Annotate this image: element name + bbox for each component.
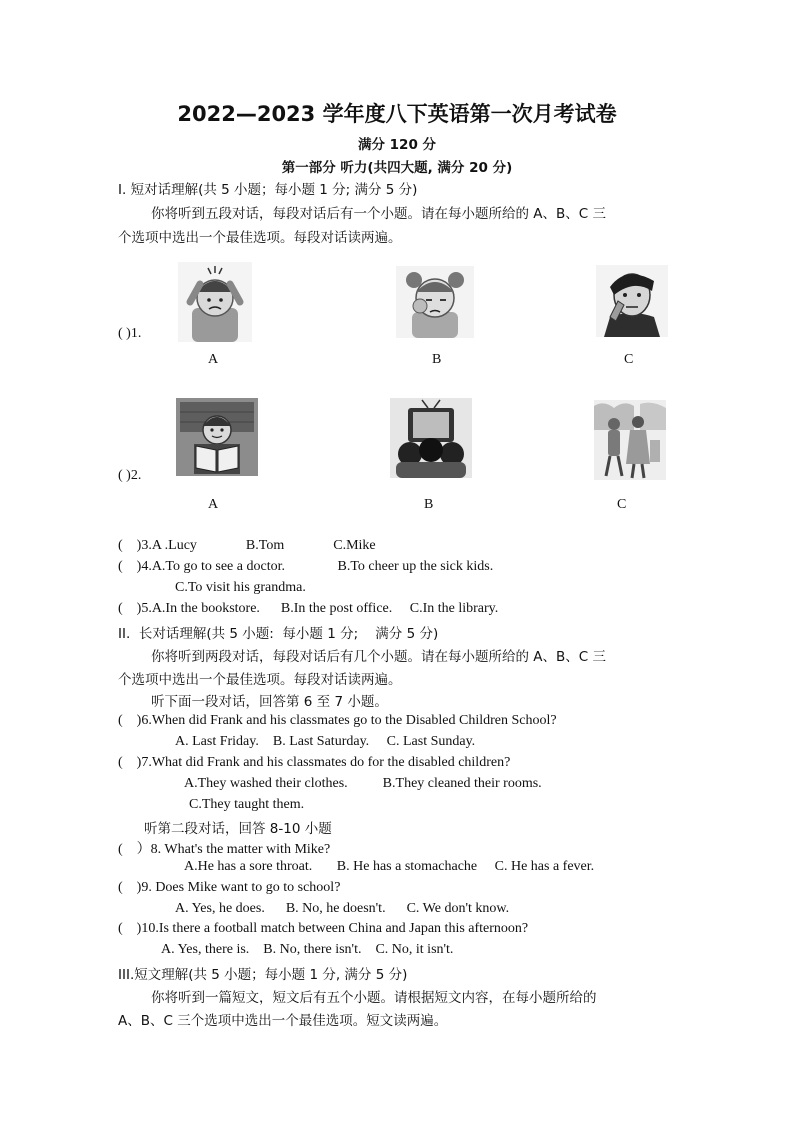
full-score: 满分 120 分 <box>357 137 437 153</box>
section-2-heading: II. 长对话理解(共 5 小题: 每小题 1 分; 满分 5 分) <box>118 626 439 642</box>
question-8: ( ）8. What's the matter with Mike? <box>118 842 331 857</box>
dialogue-2-lead: 听第二段对话，回答 8-10 小题 <box>144 821 332 837</box>
page-title: 2022—2023 学年度八下英语第一次月考试卷 <box>177 102 617 126</box>
q1-label-c: C <box>624 352 634 367</box>
section-3-heading: III.短文理解(共 5 小题；每小题 1 分, 满分 5 分) <box>118 967 408 983</box>
question-8-options: A.He has a sore throat. B. He has a stomachache C. He has a fever. <box>184 859 595 874</box>
section-3-instruction-line-1: 你将听到一篇短文，短文后有五个小题。请根据短文内容，在每小题所给的 <box>151 990 597 1006</box>
question-10-options: A. Yes, there is. B. No, there isn't. C. No, it isn't. <box>161 942 454 957</box>
question-9: ( )9. Does Mike want to go to school? <box>118 880 341 895</box>
question-5: ( )5.A.In the bookstore. B.In the post office. C.In the library. <box>118 601 499 616</box>
q1-label-b: B <box>432 352 442 367</box>
question-3: ( )3.A .Lucy B.Tom C.Mike <box>118 538 376 553</box>
q1-picture-b-toothache-girl <box>396 266 474 338</box>
question-6-options: A. Last Friday. B. Last Saturday. C. Last Sunday. <box>175 734 476 749</box>
dialogue-1-lead: 听下面一段对话，回答第 6 至 7 小题。 <box>151 694 388 710</box>
q2-picture-b-kids-watching-tv <box>390 398 472 478</box>
part-one-heading: 第一部分 听力(共四大题, 满分 20 分) <box>281 160 513 176</box>
section-2-instruction-line-2: 个选项中选出一个最佳选项。每段对话读两遍。 <box>118 672 402 688</box>
question-9-options: A. Yes, he does. B. No, he doesn't. C. We don't know. <box>175 901 510 916</box>
section-1-heading: I. 短对话理解(共 5 小题；每小题 1 分; 满分 5 分) <box>118 182 418 198</box>
section-1-instruction-line-2: 个选项中选出一个最佳选项。每段对话读两遍。 <box>118 230 402 246</box>
section-2-instruction-line-1: 你将听到两段对话，每段对话后有几个小题。请在每小题所给的 A、B、C 三 <box>151 649 607 665</box>
q1-label-a: A <box>208 352 219 367</box>
question-6: ( )6.When did Frank and his classmates go to the Disabled Children School? <box>118 713 557 728</box>
question-7: ( )7.What did Frank and his classmates do for the disabled children? <box>118 755 511 770</box>
question-7-options-ab: A.They washed their clothes. B.They cleaned their rooms. <box>184 776 542 791</box>
q2-picture-a-boy-reading <box>176 398 258 476</box>
section-1-instruction-line-1: 你将听到五段对话，每段对话后有一个小题。请在每小题所给的 A、B、C 三 <box>151 206 607 222</box>
question-7-option-c: C.They taught them. <box>189 797 305 812</box>
q2-label-c: C <box>617 497 627 512</box>
q2-label-b: B <box>424 497 434 512</box>
question-10: ( )10.Is there a football match between China and Japan this afternoon? <box>118 921 529 936</box>
q2-picture-c-people-walking <box>594 400 666 480</box>
question-4: ( )4.A.To go to see a doctor. B.To cheer up the sick kids. <box>118 559 494 574</box>
question-4-option-c: C.To visit his grandma. <box>175 580 306 595</box>
section-3-instruction-line-2: A、B、C 三个选项中选出一个最佳选项。短文读两遍。 <box>118 1013 448 1029</box>
q1-picture-c-man-with-headache <box>596 265 668 337</box>
question-2-number: ( )2. <box>118 468 142 483</box>
q1-picture-a-headache-boy <box>178 262 252 342</box>
question-1-number: ( )1. <box>118 326 142 341</box>
q2-label-a: A <box>208 497 219 512</box>
